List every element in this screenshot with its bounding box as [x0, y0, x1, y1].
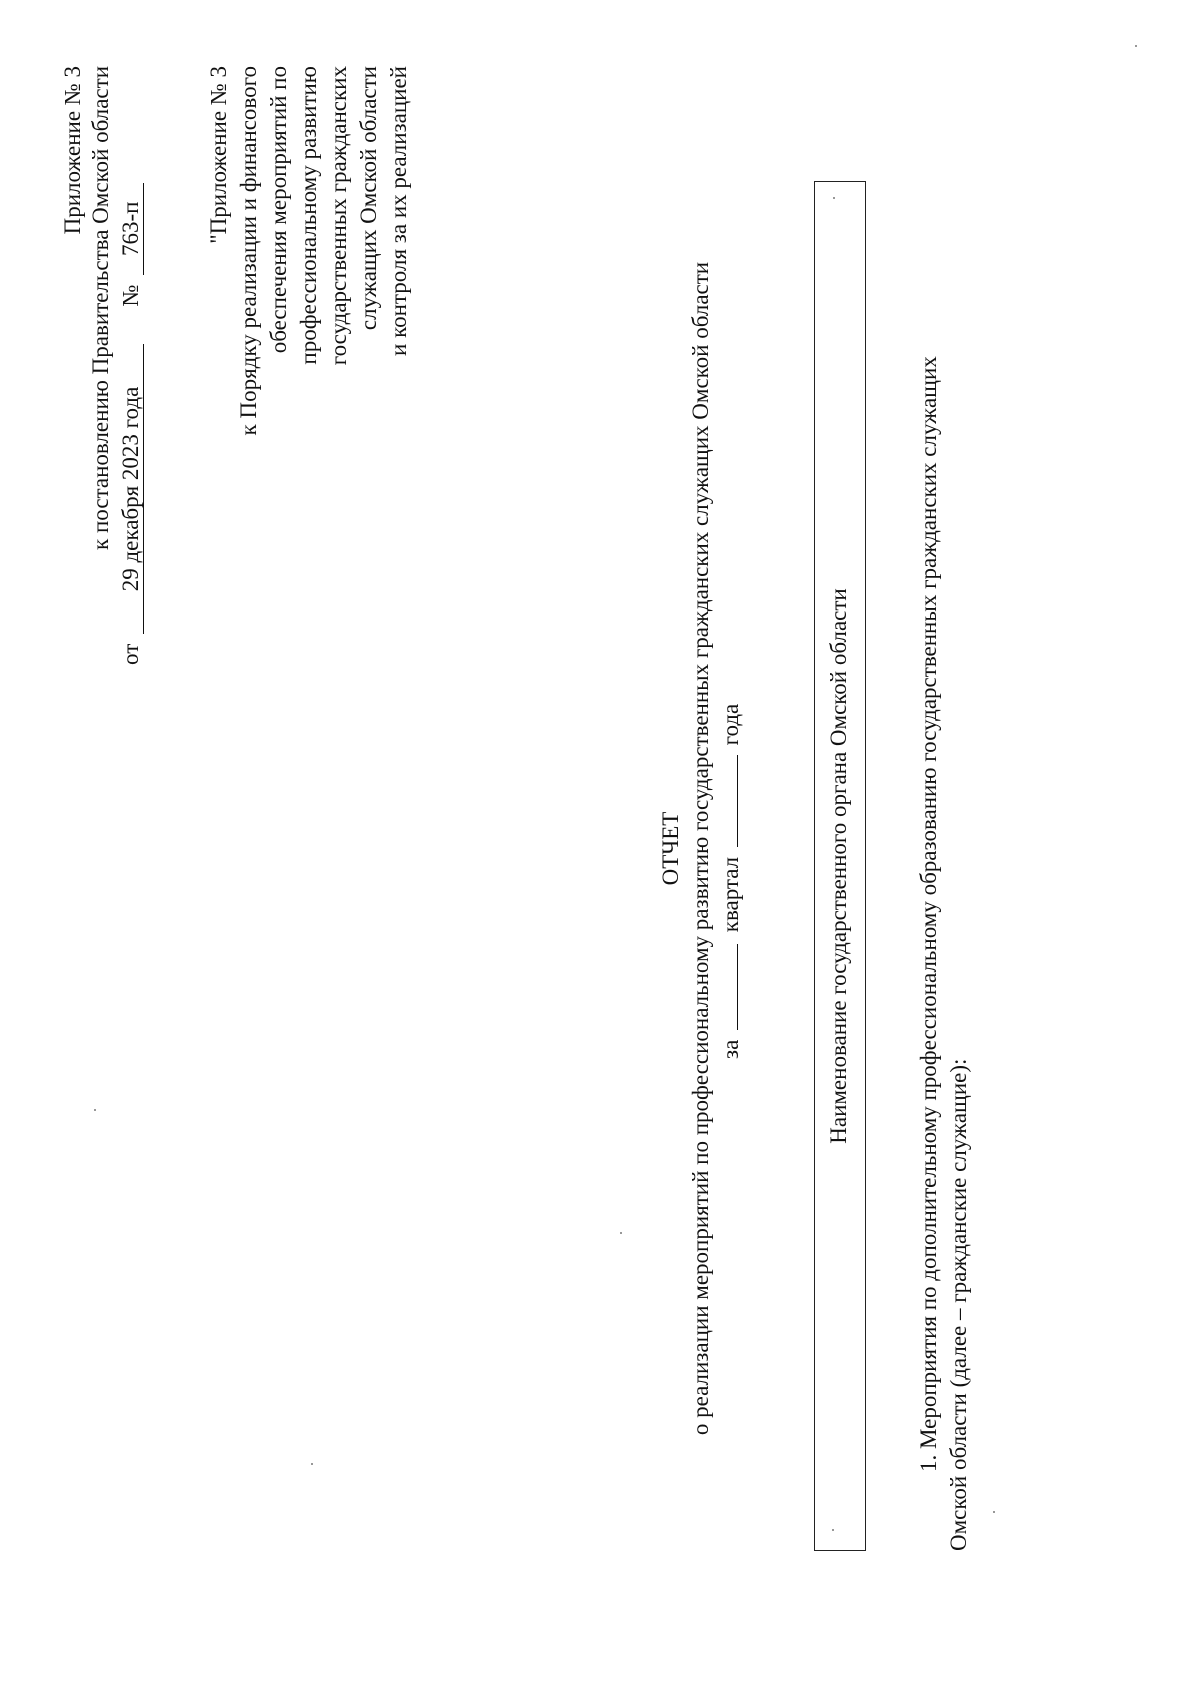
prior-attachment-line-4: профессиональному развитию	[296, 66, 321, 365]
prior-attachment-line-1: "Приложение № 3	[206, 66, 231, 244]
prior-attachment-line-2: к Порядку реализации и финансового	[236, 66, 261, 436]
prior-attachment-line-7: и контроля за их реализацией	[386, 66, 411, 356]
period-prefix: за	[718, 1039, 743, 1059]
scan-speck	[993, 1511, 995, 1513]
from-label: от	[118, 643, 143, 665]
period-quarter: квартал	[718, 856, 743, 933]
attachment-title: Приложение № 3	[60, 66, 85, 235]
prior-attachment-line-5: государственных гражданских	[326, 66, 351, 366]
year-blank	[717, 755, 738, 847]
scan-speck	[94, 1109, 96, 1111]
report-period-line	[716, 704, 746, 1059]
section1-line-2: Омской области (далее – гражданские служащие):	[946, 1058, 971, 1551]
period-year: года	[718, 703, 743, 746]
scan-speck	[1135, 45, 1137, 47]
resolution-number: 763-п	[119, 183, 144, 275]
prior-attachment-line-3: обеспечения мероприятий по	[266, 66, 291, 354]
scan-speck	[311, 1463, 313, 1465]
scan-speck	[620, 1232, 622, 1234]
attachment-resolution-line: к постановлению Правительства Омской области	[88, 66, 113, 550]
report-subtitle: о реализации мероприятий по профессиональному развитию государственных гражданских служащих Омской области	[688, 261, 713, 1436]
report-heading: ОТЧЕТ	[658, 811, 683, 886]
organization-name-label: Наименование государственного органа Омской области	[826, 588, 851, 1144]
number-label: №	[118, 284, 143, 307]
quarter-blank	[717, 944, 738, 1030]
prior-attachment-line-6: служащих Омской области	[356, 66, 381, 331]
resolution-date: 29 декабря 2023 года	[119, 344, 144, 634]
scan-speck	[832, 1529, 834, 1531]
attachment-date-line	[116, 183, 146, 665]
section1-line-1: 1. Мероприятия по дополнительному профессиональному образованию государственных гражданских служащих	[916, 356, 941, 1472]
scan-speck	[833, 197, 835, 199]
